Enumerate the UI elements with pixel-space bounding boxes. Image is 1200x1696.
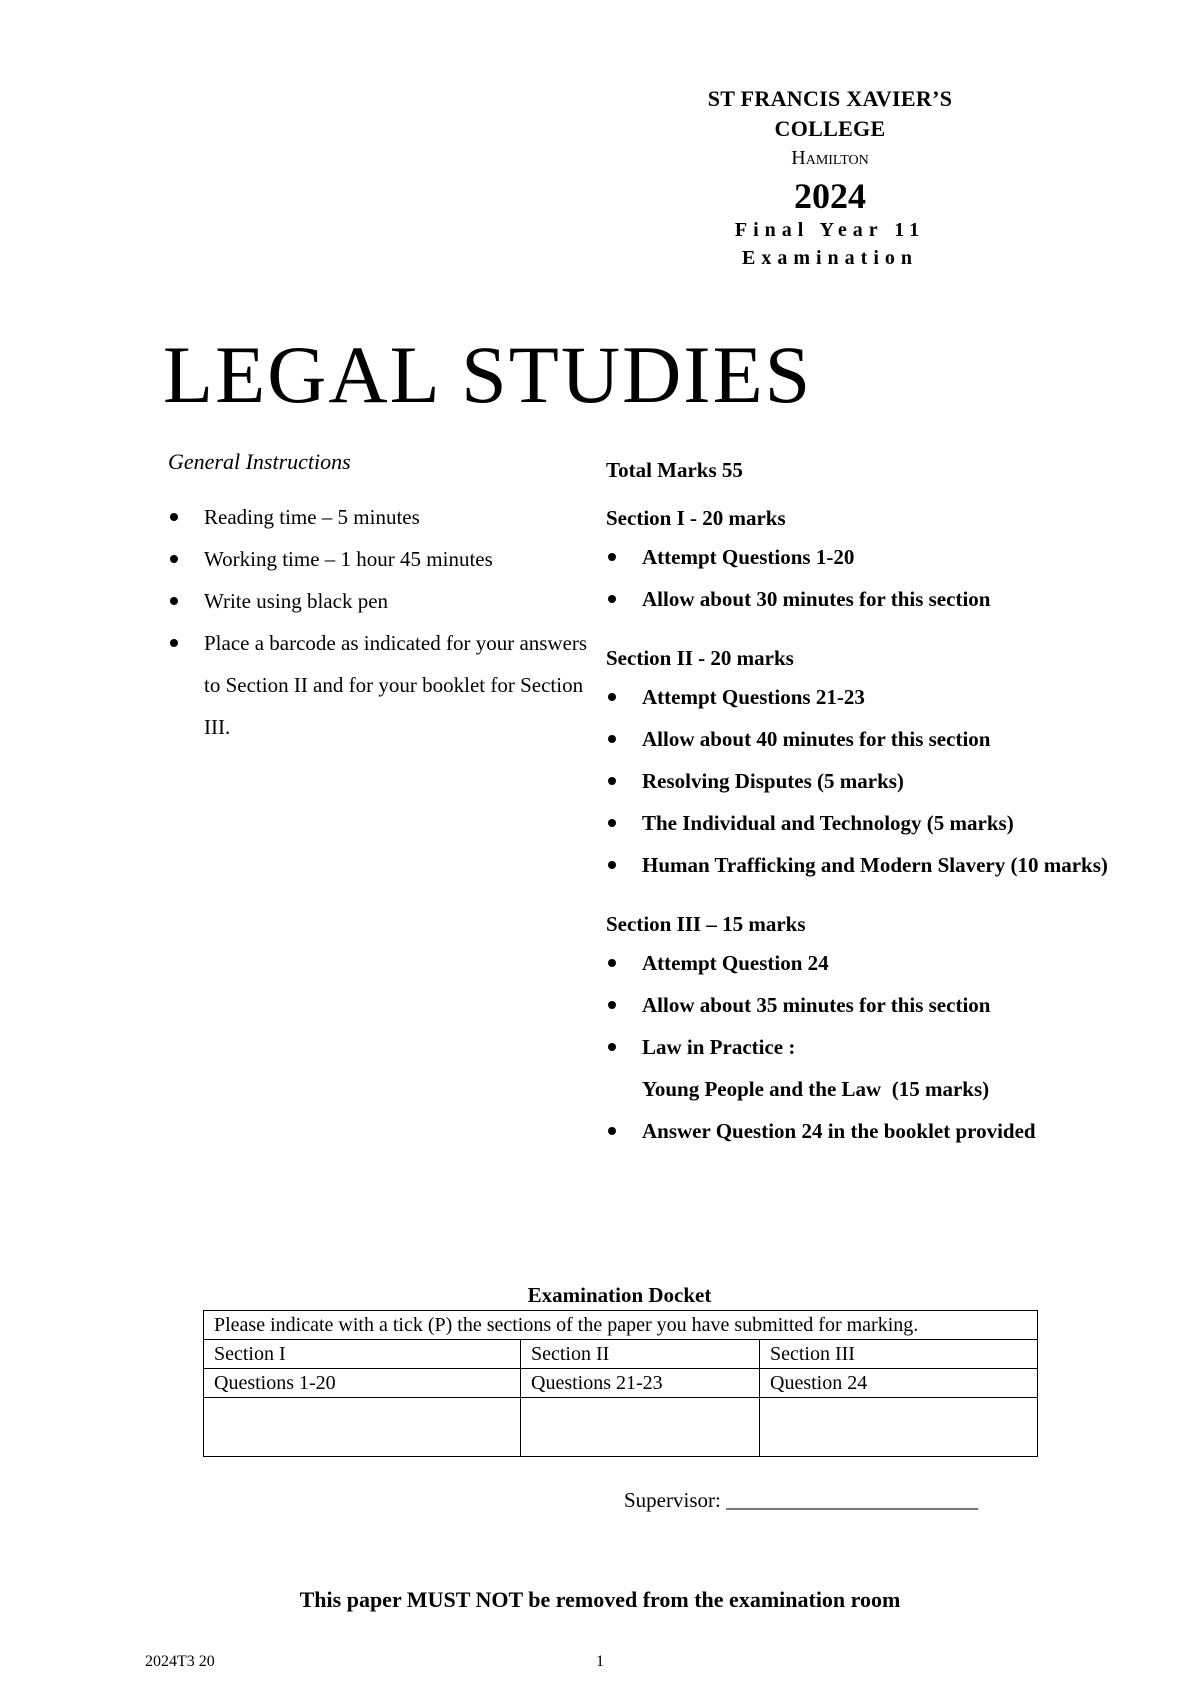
instruction-item: Write using black pen xyxy=(168,580,588,622)
section-2-item: Allow about 40 minutes for this section xyxy=(606,718,1126,760)
docket-question-cell: Questions 1-20 xyxy=(204,1369,521,1398)
instruction-item: Reading time – 5 minutes xyxy=(168,496,588,538)
marks-breakdown xyxy=(606,456,1126,1176)
examination-docket-table xyxy=(203,1310,1038,1457)
section-2-item: The Individual and Technology (5 marks) xyxy=(606,802,1126,844)
docket-section-cell: Section III xyxy=(760,1340,1038,1369)
instruction-item: Working time – 1 hour 45 minutes xyxy=(168,538,588,580)
removal-warning: This paper MUST NOT be removed from the examination room xyxy=(299,1587,901,1612)
tick-box-section-2[interactable] xyxy=(521,1398,760,1457)
law-in-practice-label: Law in Practice : xyxy=(642,1035,796,1059)
section-3-heading: Section III – 15 marks xyxy=(606,912,806,936)
docket-section-row xyxy=(204,1340,1038,1369)
section-3-item: Answer Question 24 in the booklet provided xyxy=(606,1110,1126,1152)
docket-question-cell: Questions 21-23 xyxy=(521,1369,760,1398)
docket-instruction: Please indicate with a tick (P) the sections of the paper you have submitted for marking. xyxy=(204,1311,1038,1340)
docket-tick-row xyxy=(204,1398,1038,1457)
section-3 xyxy=(606,910,1126,1152)
general-instructions-heading: General Instructions xyxy=(168,449,351,474)
section-2-item: Attempt Questions 21-23 xyxy=(606,676,1126,718)
section-1-item: Attempt Questions 1-20 xyxy=(606,536,1126,578)
general-instructions-list xyxy=(168,496,588,748)
total-marks: Total Marks 55 xyxy=(606,458,743,482)
section-1 xyxy=(606,504,1126,620)
section-1-heading: Section I - 20 marks xyxy=(606,506,786,530)
section-3-item: Allow about 35 minutes for this section xyxy=(606,984,1126,1026)
instruction-item: Place a barcode as indicated for your answers to Section II and for your booklet for Section III. xyxy=(168,622,588,748)
docket-question-row xyxy=(204,1369,1038,1398)
tick-box-section-1[interactable] xyxy=(204,1398,521,1457)
school-header xyxy=(660,84,1000,272)
section-3-item: Attempt Question 24 xyxy=(606,942,1126,984)
exam-title-line1: Final Year 11 xyxy=(734,219,926,241)
school-name-line2: COLLEGE xyxy=(774,116,886,141)
school-suburb: Hamilton xyxy=(791,147,869,169)
docket-section-cell: Section I xyxy=(204,1340,521,1369)
footer-code: 2024T3 20 xyxy=(145,1653,215,1670)
school-name-line1: ST FRANCIS XAVIER’S xyxy=(707,86,953,111)
subject-title: LEGAL STUDIES xyxy=(163,329,813,420)
section-2-item: Resolving Disputes (5 marks) xyxy=(606,760,1126,802)
section-2-heading: Section II - 20 marks xyxy=(606,646,794,670)
section-2 xyxy=(606,644,1126,886)
docket-question-cell: Question 24 xyxy=(760,1369,1038,1398)
section-1-item: Allow about 30 minutes for this section xyxy=(606,578,1126,620)
exam-title-line2: Examination xyxy=(741,247,919,269)
section-2-item: Human Trafficking and Modern Slavery (10 marks) xyxy=(606,844,1126,886)
tick-box-section-3[interactable] xyxy=(760,1398,1038,1457)
supervisor-signature-line[interactable]: Supervisor: ________________________ xyxy=(624,1488,979,1512)
exam-year: 2024 xyxy=(794,176,866,216)
law-in-practice-detail: Young People and the Law (15 marks) xyxy=(642,1077,990,1101)
docket-instruction-row xyxy=(204,1311,1038,1340)
section-3-item-law-in-practice xyxy=(606,1026,1126,1110)
general-instructions xyxy=(168,448,588,748)
page-number: 1 xyxy=(596,1653,604,1670)
docket-title: Examination Docket xyxy=(527,1283,712,1307)
docket-section-cell: Section II xyxy=(521,1340,760,1369)
